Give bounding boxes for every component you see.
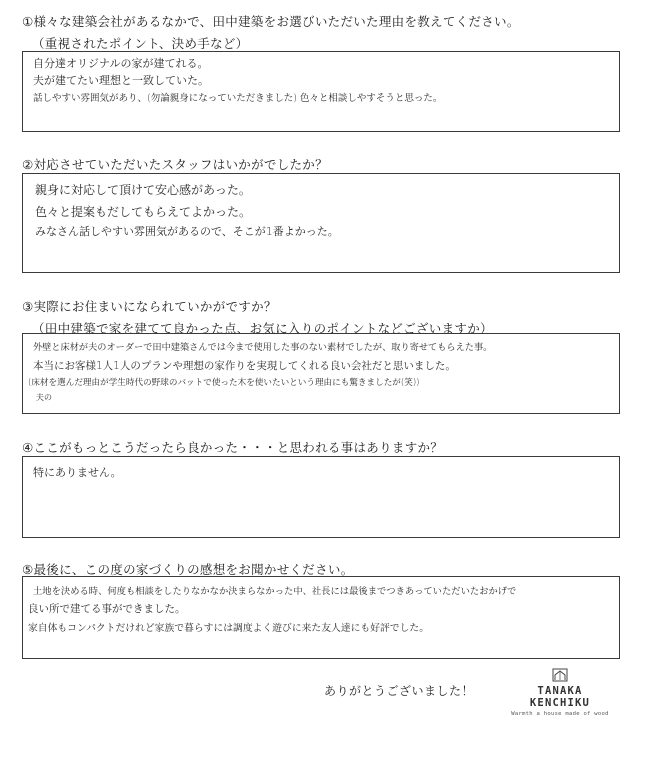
question-2: ②対応させていただいたスタッフはいかがでしたか？ — [22, 157, 328, 172]
answer-3-line-4: 夫の — [36, 393, 52, 402]
answer-3-line-2: 本当にお客様1人1人のプランや理想の家作りを実現してくれる良い会社だと思いました。 — [33, 360, 456, 372]
answer-2-line-2: 色々と提案もだしてもらえてよかった。 — [35, 205, 252, 219]
company-logo — [505, 668, 615, 717]
answer-box-5[interactable] — [22, 576, 620, 659]
answer-box-2[interactable] — [22, 173, 620, 273]
question-1-hint: （重視されたポイント、決め手など） — [32, 36, 249, 51]
answer-1-line-1: 自分達オリジナルの家が建てれる。 — [33, 57, 209, 70]
answer-3-line-3: (床材を選んだ理由が学生時代の野球のバットで使った木を使いたいという理由にも驚きましたが(笑)) — [28, 378, 420, 388]
brand-tagline: Warmth a house made of wood — [511, 711, 609, 717]
thank-you-message: ありがとうございました！ — [324, 684, 475, 698]
brand-name: TANAKA KENCHIKU — [529, 685, 591, 709]
answer-4-line-1: 特にありません。 — [33, 466, 122, 479]
answer-5-line-3: 家自体もコンパクトだけれど家族で暮らすには調度よく遊びに来た友人達にも好評でした。 — [28, 623, 429, 634]
question-1: ①様々な建築会社があるなかで、田中建築をお選びいただいた理由を教えてください。 — [22, 14, 520, 29]
answer-box-3[interactable] — [22, 333, 620, 414]
answer-box-4[interactable] — [22, 456, 620, 538]
answer-1-line-2: 夫が建てたい理想と一致していた。 — [33, 74, 209, 87]
answer-5-line-2: 良い所で建てる事ができました。 — [28, 603, 186, 615]
question-3-hint: （田中建築で家を建てて良かった点、お気に入りのポイントなどございますか） — [32, 321, 493, 336]
answer-1-line-3: 話しやすい雰囲気があり、(勿論親身になっていただきました) 色々と相談しやすそうと思った。 — [33, 93, 443, 104]
answer-box-1[interactable] — [22, 51, 620, 132]
answer-2-line-1: 親身に対応して頂けて安心感があった。 — [35, 183, 251, 197]
house-logo-icon — [552, 668, 568, 682]
question-5: ⑤最後に、この度の家づくりの感想をお聞かせください。 — [22, 562, 354, 577]
question-3: ③実際にお住まいになられていかがですか？ — [22, 299, 277, 314]
answer-5-line-1: 土地を決める時、何度も相談をしたりなかなか決まらなかった中、社長には最後までつきあっていただいたおかげで — [33, 586, 517, 597]
answer-3-line-1: 外壁と床材が夫のオーダーで田中建築さんでは今まで使用した事のない素材でしたが、取り寄せてもらえた事。 — [33, 342, 493, 353]
question-4: ④ここがもっとこうだったら良かった・・・と思われる事はありますか？ — [22, 440, 444, 455]
answer-2-line-3: みなさん話しやすい雰囲気があるので、そこが1番よかった。 — [35, 225, 339, 238]
